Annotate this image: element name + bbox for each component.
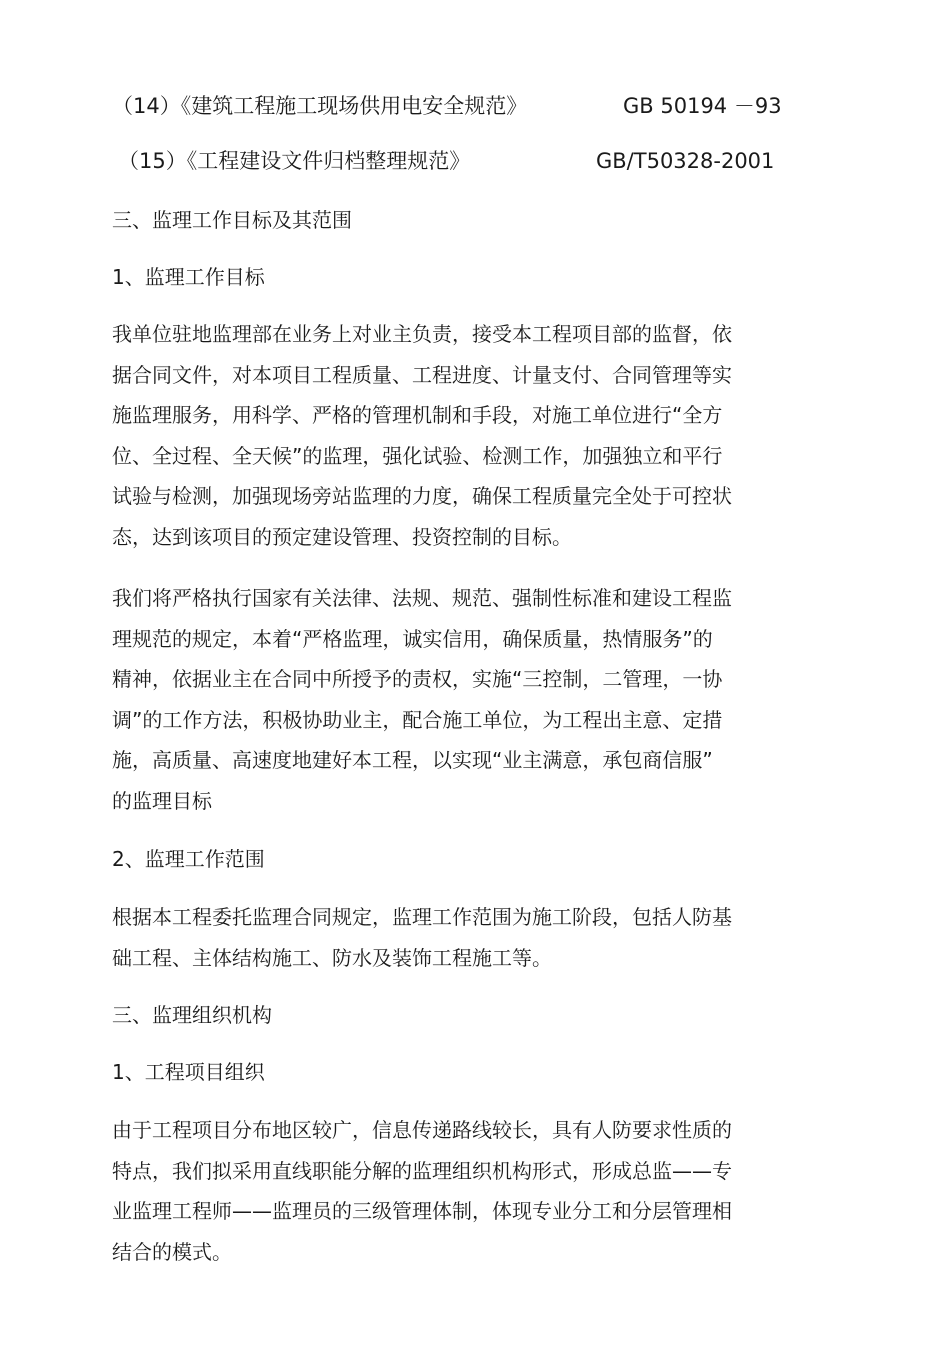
paragraph-line: 精神，依据业主在合同中所授予的责权，实施“三控制，二管理，一协 xyxy=(112,667,723,692)
paragraph-line: 试验与检测，加强现场旁站监理的力度，确保工程质量完全处于可控状 xyxy=(112,484,732,509)
paragraph-line: 据合同文件，对本项目工程质量、工程进度、计量支付、合同管理等实 xyxy=(112,362,732,387)
paragraph-line: 结合的模式。 xyxy=(112,1239,232,1264)
reference-number: （14） xyxy=(112,94,181,118)
paragraph-line: 业监理工程师——监理员的三级管理体制，体现专业分工和分层管理相 xyxy=(112,1199,732,1224)
paragraph-scope xyxy=(112,897,802,978)
reference-number: （15） xyxy=(118,149,187,173)
paragraph-line: 础工程、主体结构施工、防水及装饰工程施工等。 xyxy=(112,945,552,970)
paragraph-line: 我单位驻地监理部在业务上对业主负责，接受本工程项目部的监督，依 xyxy=(112,322,732,346)
reference-item-15 xyxy=(118,147,808,175)
paragraph-line: 施监理服务，用科学、严格的管理机制和手段，对施工单位进行“全方 xyxy=(112,403,723,428)
paragraph-line: 位、全过程、全天候”的监理，强化试验、检测工作，加强独立和平行 xyxy=(112,443,723,468)
paragraph-line: 调”的工作方法，积极协助业主，配合施工单位，为工程出主意、定措 xyxy=(112,707,723,732)
paragraph-goal-2 xyxy=(112,578,802,822)
section-heading: 三、监理工作目标及其范围 xyxy=(112,208,352,232)
subsection-heading: 1、工程项目组织 xyxy=(112,1060,265,1084)
paragraph-line: 态，达到该项目的预定建设管理、投资控制的目标。 xyxy=(112,524,572,549)
paragraph-organization xyxy=(112,1110,802,1272)
reference-code: GB/T50328-2001 xyxy=(596,149,775,173)
paragraph-line: 由于工程项目分布地区较广，信息传递路线较长，具有人防要求性质的 xyxy=(112,1118,732,1142)
paragraph-line: 的监理目标 xyxy=(112,788,212,813)
reference-item-14 xyxy=(112,92,802,120)
paragraph-line: 理规范的规定，本着“严格监理，诚实信用，确保质量，热情服务”的 xyxy=(112,626,713,651)
paragraph-line: 根据本工程委托监理合同规定，监理工作范围为施工阶段，包括人防基 xyxy=(112,905,732,929)
reference-title: 《建筑工程施工现场供用电安全规范》 xyxy=(180,94,528,118)
paragraph-goal-1 xyxy=(112,314,802,558)
subsection-heading: 2、监理工作范围 xyxy=(112,847,265,871)
paragraph-line: 我们将严格执行国家有关法律、法规、规范、强制性标准和建设工程监 xyxy=(112,586,732,610)
reference-title: 《工程建设文件归档整理规范》 xyxy=(186,149,471,173)
paragraph-line: 施，高质量、高速度地建好本工程，以实现“业主满意，承包商信服” xyxy=(112,748,713,773)
paragraph-line: 特点，我们拟采用直线职能分解的监理组织机构形式，形成总监——专 xyxy=(112,1158,732,1183)
section-heading: 三、监理组织机构 xyxy=(112,1003,272,1027)
reference-code: GB 50194 －93 xyxy=(623,94,782,118)
subsection-heading: 1、监理工作目标 xyxy=(112,265,265,289)
